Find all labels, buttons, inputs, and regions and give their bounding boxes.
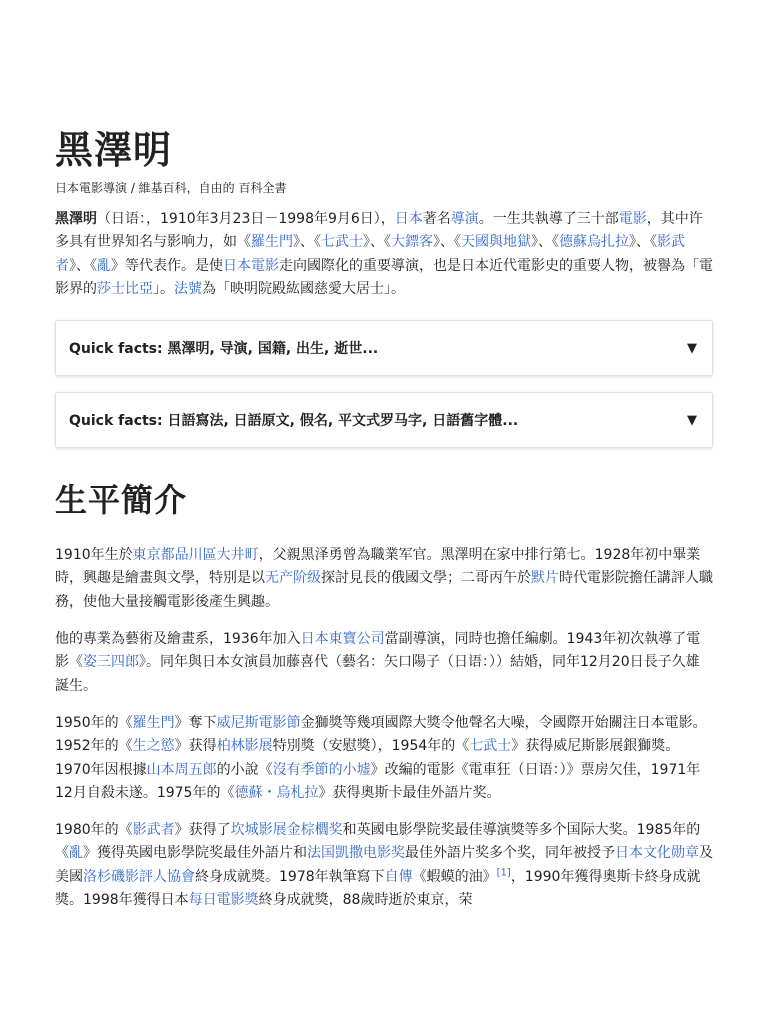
link-palme-dor[interactable]: 坎城影展金棕櫚奖 [230,822,343,839]
quick-facts-label-2: Quick facts: 日語寫法, 日語原文, 假名, 平文式罗马字, 日語舊字體... [69,413,519,430]
link-novel[interactable]: 沒有季節的小墟 [272,761,371,778]
paragraph-1: 1910年生於東京都品川區大井町，父親黑泽勇曾為職業军官。黑澤明在家中排行第七。1928年初中畢業時，興趣是繪畫與文學，特別是以无产阶级探討見長的俄國文學；二哥丙午於默片時代電影院擔任講評人職務，使他大量接觸電影後產生興趣。 [55,547,713,610]
quick-facts-box-2[interactable] [55,392,713,448]
link-toho[interactable]: 日本東寶公司 [300,631,385,648]
link-ran[interactable]: 亂 [69,845,83,862]
link-seven-samurai[interactable]: 七武士 [469,738,512,755]
link-venice-festival[interactable]: 威尼斯電影節 [216,714,301,731]
link-ran[interactable]: 亂 [97,257,111,274]
quick-facts-label-1: Quick facts: 黑澤明, 导演, 国籍, 出生, 逝世... [69,341,379,358]
link-order-of-culture[interactable]: 日本文化勋章 [615,845,699,862]
link-film[interactable]: 電影 [618,211,647,227]
link-yamamoto-shugoro[interactable]: 山本周五郎 [146,761,217,778]
link-lafca[interactable]: 洛杉磯影評人協會 [83,868,195,885]
link-japanese-cinema[interactable]: 日本電影 [223,257,279,274]
link-sanshiro-sugata[interactable]: 姿三四郎 [83,654,139,671]
subject-name: 黑澤明 [55,211,97,227]
lead-paragraph: 黑澤明（日语：，1910年3月23日－1998年9月6日），日本著名導演。一生共執導了三十部電影，其中许多具有世界知名与影响力，如《羅生門》、《七武士》、《大鏢客》、《天國與地獄》、《德蘇烏扎拉》、《影武者》、《亂》等代表作。是使日本電影走向國際化的重要導演，也是日本近代電影史的重要人物，被譽為「電影界的莎士比亞」。法號為「映明院殿紘國慈愛大居士」。 [55,211,713,297]
link-proletariat[interactable]: 无产阶级 [265,570,321,587]
section-title: 生平簡介 [55,481,188,520]
link-shakespeare[interactable]: 莎士比亞 [97,280,153,297]
link-japan[interactable]: 日本 [394,211,423,227]
link-kagemusha[interactable]: 影武者 [55,234,685,274]
link-berlinale[interactable]: 柏林影展 [216,738,273,755]
link-rashomon[interactable]: 羅生門 [251,234,293,251]
paragraph-4: 1980年的《影武者》获得了坎城影展金棕櫚奖和英國电影學院奖最佳導演獎等多个国际大奖。1985年的《亂》獲得英國电影學院奖最佳外語片和法国凱撒电影奖最佳外語片奖多个奖，同年被授予日本文化勋章及美國洛杉磯影評人協會終身成就獎。1978年執筆寫下自傳《蝦蟆的油》[1]，1990年獲得奧斯卡終身成就獎。1998年獲得日本每日電影獎終身成就獎，88歲時逝於東京，荣 [55,822,713,909]
link-oimachi[interactable]: 東京都品川區大井町 [132,547,259,564]
link-kagemusha[interactable]: 影武者 [132,822,175,839]
link-mainichi-award[interactable]: 每日電影獎 [188,892,259,909]
link-silent-film[interactable]: 默片 [531,570,559,587]
link-dharma-name[interactable]: 法號 [174,280,202,297]
link-yojimbo[interactable]: 大鏢客 [391,234,433,251]
link-autobiography[interactable]: 自傳 [384,868,413,885]
paragraph-3: 1950年的《羅生門》奪下威尼斯電影節金獅獎等幾項國際大獎令他聲名大噪，令國際开始關注日本電影。1952年的《生之慾》获得柏林影展特別獎（安慰獎），1954年的《七武士》获得威尼斯影展銀獅獎。1970年因根據山本周五郎的小說《沒有季節的小墟》改編的電影《電車狂（日语：）》票房欠佳，1971年12月自殺未遂。1975年的《德蘇・烏札拉》获得奧斯卡最佳外語片奖。 [55,714,707,801]
paragraph-2: 他的專業為藝術及繪畫系，1936年加入日本東寶公司當副導演，同時也擔任編劇。1943年初次執導了電影《姿三四郎》。同年與日本女演員加藤喜代（藝名：矢口陽子（日语：））結婚，同年12月20日長子久雄誕生。 [55,631,701,694]
chevron-down-icon[interactable]: ▼ [687,340,697,356]
link-high-and-low[interactable]: 天國與地獄 [461,234,531,251]
chevron-down-icon[interactable]: ▼ [687,412,697,428]
page-title: 黑澤明 [55,127,173,172]
link-ikiru[interactable]: 生之慾 [132,738,175,755]
link-rashomon[interactable]: 羅生門 [132,714,175,731]
quick-facts-box-1[interactable] [55,320,713,376]
link-seven-samurai[interactable]: 七武士 [321,234,363,251]
link-dersu-uzala[interactable]: 德蘇・烏札拉 [234,784,319,801]
link-dersu-uzala[interactable]: 德蘇烏扎拉 [559,234,629,251]
reference-1[interactable]: [1] [496,867,511,879]
link-cesar-award[interactable]: 法国凱撒电影奖 [307,845,405,862]
link-director[interactable]: 導演 [450,211,479,227]
page-subtitle: 日本電影導演 / 維基百科，自由的 百科全書 [55,181,287,195]
